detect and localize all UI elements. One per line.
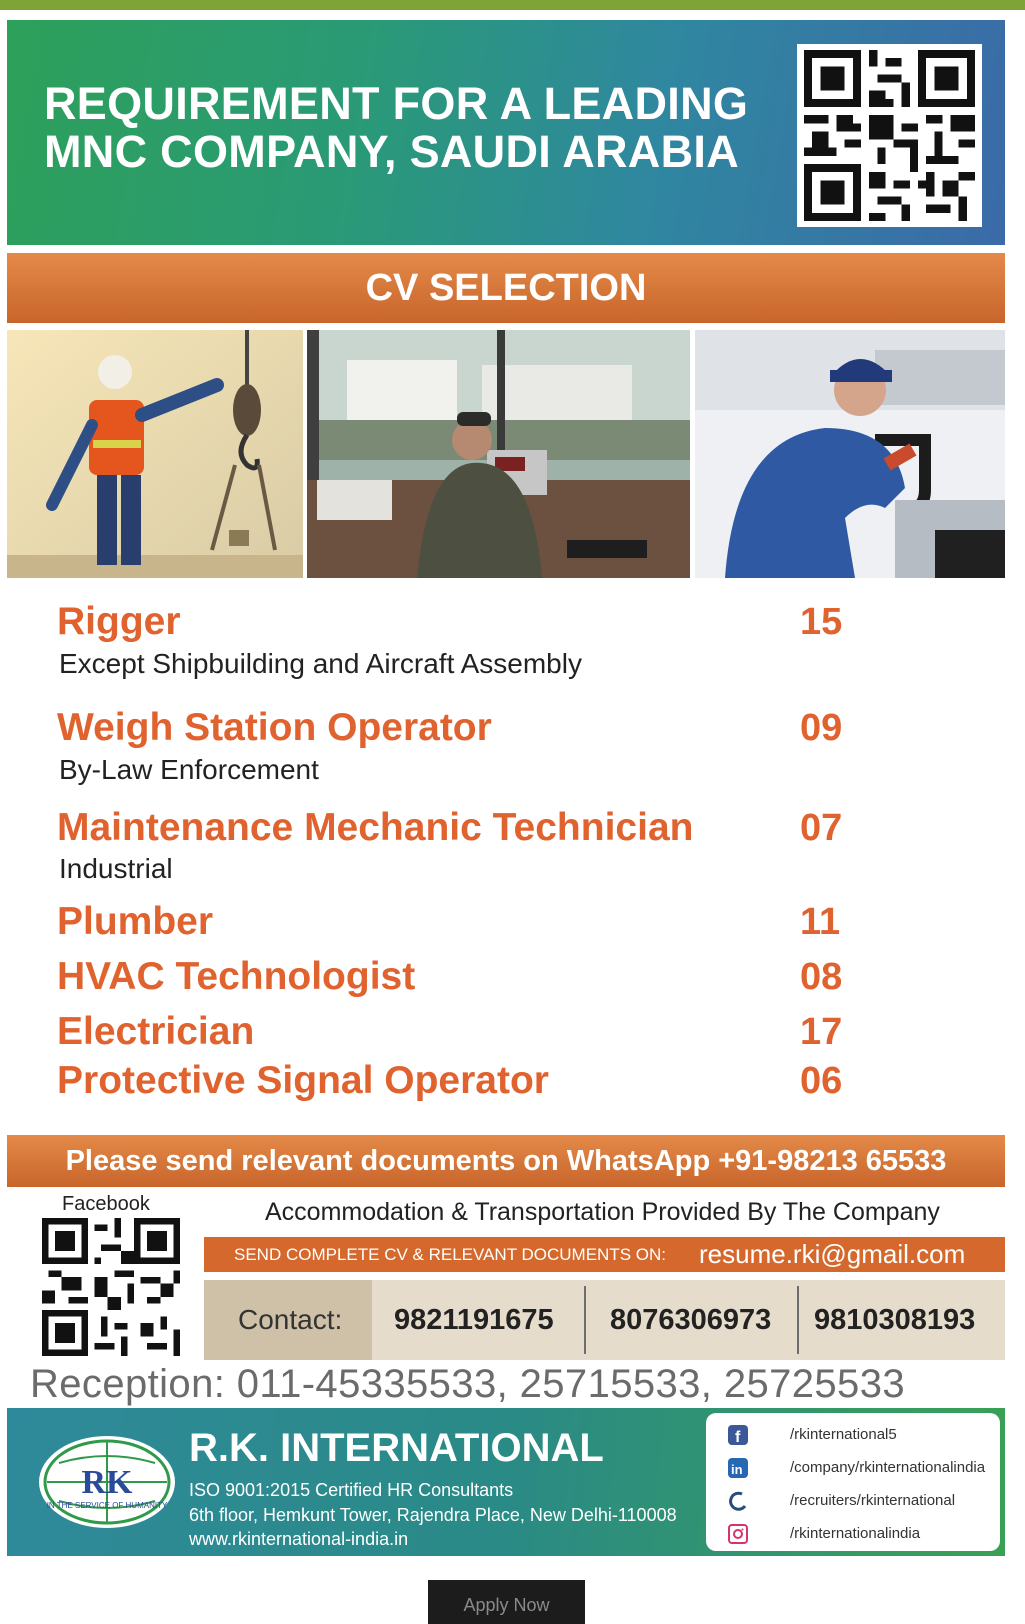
facebook-qr-code-icon	[42, 1218, 180, 1356]
job-subtitle-rigger: Except Shipbuilding and Aircraft Assembly	[59, 648, 582, 679]
title-line-2: MNC COMPANY, SAUDI ARABIA	[44, 126, 740, 177]
job-count-rigger: 15	[800, 601, 843, 643]
rigger-photo	[7, 330, 303, 578]
contact-label: Contact:	[238, 1304, 343, 1335]
facebook-label: Facebook	[62, 1193, 150, 1215]
job-title-rigger: Rigger	[57, 600, 181, 643]
contact-phone-3[interactable]: 9810308193	[814, 1304, 976, 1336]
top-accent-strip	[0, 0, 1025, 10]
job-count-plumber: 11	[800, 901, 841, 943]
page-title	[44, 80, 748, 176]
social-text-instagram: /rkinternationalindia	[790, 1525, 921, 1542]
title-line-1: REQUIREMENT FOR A LEADING	[44, 78, 749, 129]
contact-box	[204, 1280, 1005, 1360]
job-title-protective-signal-operator: Protective Signal Operator	[57, 1059, 549, 1102]
company-footer	[7, 1408, 1005, 1556]
social-text-recruiters: /recruiters/rkinternational	[790, 1492, 956, 1509]
plumber-photo	[695, 330, 1005, 578]
job-count-protective-signal-operator: 06	[800, 1060, 843, 1102]
accommodation-text: Accommodation & Transportation Provided By The Company	[265, 1198, 940, 1226]
instagram-icon	[728, 1524, 748, 1544]
header-banner	[7, 20, 1005, 245]
whatsapp-text: Please send relevant documents on WhatsApp +91-98213 65533	[65, 1145, 947, 1177]
company-website[interactable]: www.rkinternational-india.in	[189, 1529, 409, 1549]
social-links-box	[706, 1413, 1000, 1551]
job-count-weigh-station-operator: 09	[800, 707, 843, 749]
job-title-weigh-station-operator: Weigh Station Operator	[57, 706, 492, 749]
whatsapp-bar	[7, 1135, 1005, 1187]
weigh-station-photo	[307, 330, 690, 578]
contact-label-cell	[204, 1280, 372, 1360]
job-title-hvac-technologist: HVAC Technologist	[57, 955, 416, 998]
iso-certification: ISO 9001:2015 Certified HR Consultants	[189, 1480, 514, 1500]
facebook-icon	[728, 1425, 748, 1445]
job-title-electrician: Electrician	[57, 1010, 255, 1053]
contact-phone-2[interactable]: 8076306973	[610, 1304, 772, 1336]
reception-numbers: Reception: 011-45335533, 25715533, 25725533	[30, 1362, 905, 1406]
social-text-linkedin: /company/rkinternationalindia	[790, 1459, 986, 1476]
job-subtitle-maintenance-mechanic-technician: Industrial	[59, 853, 173, 884]
job-count-electrician: 17	[800, 1011, 843, 1053]
job-title-maintenance-mechanic-technician: Maintenance Mechanic Technician	[57, 806, 694, 849]
rk-logo	[37, 1433, 177, 1531]
send-documents-bar	[204, 1237, 1005, 1272]
company-address: 6th floor, Hemkunt Tower, Rajendra Place, New Delhi-110008	[189, 1505, 677, 1525]
cv-selection-label: CV SELECTION	[365, 267, 647, 309]
apply-now-button[interactable]: Apply Now	[428, 1580, 585, 1624]
contact-phone-1[interactable]: 9821191675	[394, 1304, 554, 1336]
send-documents-label: SEND COMPLETE CV & RELEVANT DOCUMENTS ON:	[234, 1245, 666, 1264]
contact-divider	[584, 1286, 586, 1354]
resume-email-link[interactable]: resume.rki@gmail.com	[699, 1239, 966, 1269]
social-text-facebook: /rkinternational5	[790, 1426, 897, 1443]
company-name: R.K. INTERNATIONAL	[189, 1426, 604, 1470]
job-title-plumber: Plumber	[57, 900, 214, 943]
job-subtitle-weigh-station-operator: By-Law Enforcement	[59, 754, 319, 785]
rk-logo-tagline: IN THE SERVICE OF HUMANITY	[46, 1501, 168, 1510]
contact-divider	[797, 1286, 799, 1354]
recruiters-icon	[728, 1491, 748, 1511]
qr-code-icon	[797, 44, 982, 227]
cv-selection-bar	[7, 253, 1005, 323]
linkedin-icon	[728, 1458, 748, 1478]
job-count-hvac-technologist: 08	[800, 956, 843, 998]
svg-text:f: f	[735, 1429, 741, 1445]
rk-logo-text: RK	[81, 1464, 133, 1501]
svg-text:in: in	[731, 1462, 743, 1477]
job-count-maintenance-mechanic-technician: 07	[800, 807, 843, 849]
